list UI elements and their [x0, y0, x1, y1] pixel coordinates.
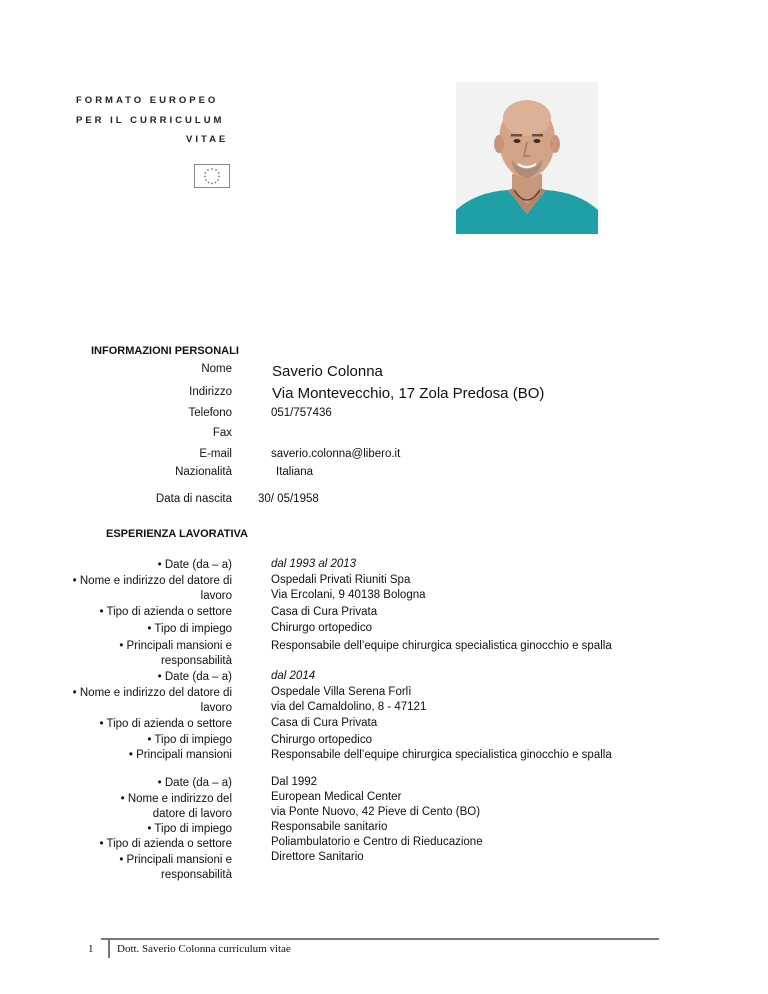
job1-value-date: dal 1993 al 2013 — [271, 558, 357, 570]
value-indirizzo: Via Montevecchio, 17 Zola Predosa (BO) — [272, 385, 545, 402]
job1-label-sector: • Tipo di azienda o settore — [99, 606, 232, 618]
job2-value-sector: Casa di Cura Privata — [271, 717, 378, 729]
label-data-nascita: Data di nascita — [155, 493, 232, 505]
cv-title-line-2: PER IL CURRICULUM — [76, 115, 225, 126]
footer-separator — [108, 938, 110, 958]
footer-rule — [101, 938, 659, 940]
label-fax: Fax — [212, 427, 232, 439]
job1-label-role: • Tipo di impiego — [147, 623, 232, 635]
label-telefono: Telefono — [188, 407, 232, 419]
job1-label-employer: • Nome e indirizzo del datore di — [72, 575, 232, 587]
job1-label-employer-cont: lavoro — [200, 590, 232, 602]
job2-value-duties: Responsabile dell’equipe chirurgica specialistica ginocchio e spalla — [271, 749, 612, 761]
job3-value-employer: European Medical Center — [271, 791, 402, 803]
job2-value-role: Chirurgo ortopedico — [271, 734, 373, 746]
job1-value-sector: Casa di Cura Privata — [271, 606, 378, 618]
section-heading-personal: INFORMAZIONI PERSONALI — [91, 345, 239, 357]
value-data-nascita: 30/ 05/1958 — [258, 493, 319, 505]
footer-text: Dott. Saverio Colonna curriculum vitae — [117, 943, 291, 955]
job1-label-duties-cont: responsabilità — [161, 655, 232, 667]
job2-label-date: • Date (da – a) — [157, 671, 232, 683]
value-nome: Saverio Colonna — [272, 363, 383, 380]
job2-value-address: via del Camaldolino, 8 - 47121 — [271, 701, 427, 713]
profile-photo — [456, 82, 598, 234]
cv-title-line-1: FORMATO EUROPEO — [76, 95, 219, 106]
job3-label-sector: • Tipo di azienda o settore — [99, 838, 232, 850]
value-nazionalita: Italiana — [276, 466, 314, 478]
label-indirizzo: Indirizzo — [189, 386, 232, 398]
job1-label-date: • Date (da – a) — [157, 559, 232, 571]
job1-value-role: Chirurgo ortopedico — [271, 622, 373, 634]
job3-label-duties: • Principali mansioni e — [119, 854, 232, 866]
section-heading-experience: ESPERIENZA LAVORATIVA — [106, 528, 248, 540]
job3-label-role: • Tipo di impiego — [147, 823, 232, 835]
cv-title-line-3: VITAE — [186, 134, 229, 145]
job3-value-date: Dal 1992 — [271, 776, 318, 788]
job2-value-date: dal 2014 — [271, 670, 316, 682]
job2-value-employer: Ospedale Villa Serena Forlì — [271, 686, 412, 698]
job3-label-duties-cont: responsabilità — [161, 869, 232, 881]
value-telefono: 051/757436 — [271, 407, 332, 419]
job3-value-duties: Direttore Sanitario — [271, 851, 364, 863]
job1-value-employer: Ospedali Privati Riuniti Spa — [271, 574, 411, 586]
job3-label-date: • Date (da – a) — [157, 777, 232, 789]
label-nome: Nome — [201, 363, 232, 375]
job2-label-duties: • Principali mansioni — [128, 749, 232, 761]
page-number: 1 — [88, 943, 94, 955]
eu-flag-icon — [194, 164, 230, 188]
job3-value-address: via Ponte Nuovo, 42 Pieve di Cento (BO) — [271, 806, 481, 818]
job3-label-employer-cont: datore di lavoro — [152, 808, 232, 820]
job2-label-employer-cont: lavoro — [200, 702, 232, 714]
job3-value-sector: Poliambulatorio e Centro di Rieducazione — [271, 836, 483, 848]
label-email: E-mail — [199, 448, 232, 460]
job2-label-sector: • Tipo di azienda o settore — [99, 718, 232, 730]
job1-value-duties: Responsabile dell’equipe chirurgica specialistica ginocchio e spalla — [271, 640, 612, 652]
job2-label-role: • Tipo di impiego — [147, 734, 232, 746]
job2-label-employer: • Nome e indirizzo del datore di — [72, 687, 232, 699]
job1-value-address: Via Ercolani, 9 40138 Bologna — [271, 589, 426, 601]
job3-value-role: Responsabile sanitario — [271, 821, 388, 833]
job1-label-duties: • Principali mansioni e — [119, 640, 232, 652]
label-nazionalita: Nazionalità — [175, 466, 232, 478]
value-email: saverio.colonna@libero.it — [271, 448, 401, 460]
job3-label-employer: • Nome e indirizzo del — [120, 793, 232, 805]
